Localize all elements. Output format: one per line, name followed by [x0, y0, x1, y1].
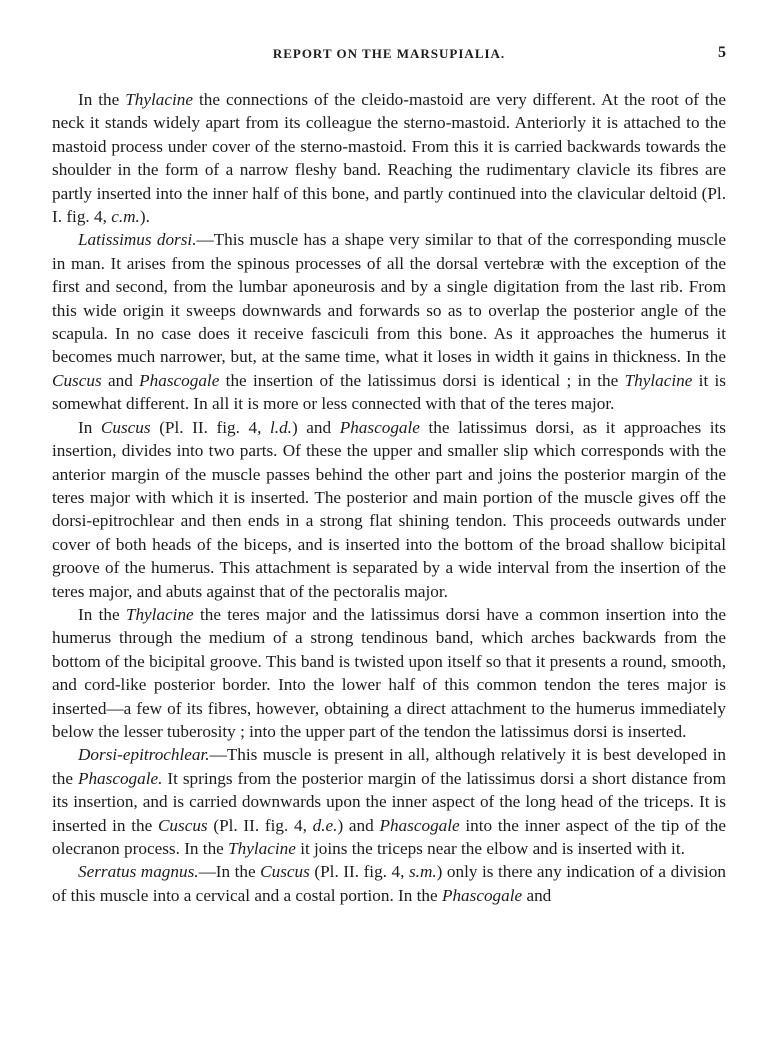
- italic-text: Dorsi-epitrochlear.: [78, 745, 210, 765]
- italic-text: Cuscus: [100, 417, 151, 437]
- italic-text: Cuscus: [157, 815, 208, 835]
- text-run: the insertion of the latissimus dorsi is identical ; in the: [219, 370, 625, 390]
- paragraph: [52, 603, 726, 743]
- body-text: [52, 88, 726, 907]
- text-run: —This muscle has a shape very similar to that of the corresponding muscle in man. It arises from the spinous processes of all the dorsal vertebræ with the exception of the first and second, from the lumbar aponeurosis and by a single digitation from the last rib. From this wide origin it sweeps downwards and forwards so as to overlap the posterior angle of the scapula. In no case does it receive fasciculi from this bone. As it approaches the humerus it becomes much narrower, but, at the same time, what it loses in width it gains in thickness. In the: [52, 230, 727, 367]
- italic-text: d.e.: [312, 815, 338, 835]
- italic-text: Latissimus dorsi.: [78, 230, 197, 250]
- page-header: [52, 44, 726, 68]
- italic-text: Cuscus: [260, 862, 310, 882]
- italic-text: Thylacine: [228, 839, 296, 858]
- document-page: [52, 44, 726, 907]
- text-run: into the inner aspect of the tip of the olecranon process. In the: [52, 815, 726, 858]
- italic-text: Thylacine: [125, 604, 194, 624]
- italic-text: Phascogale: [379, 815, 460, 835]
- running-head: REPORT ON THE MARSUPIALIA.: [272, 46, 506, 61]
- text-run: and: [522, 885, 552, 905]
- italic-text: Phascogale: [441, 885, 523, 905]
- italic-text: Thylacine: [624, 370, 693, 390]
- text-run: —This muscle is present in all, although relatively it is best developed in the: [52, 745, 726, 788]
- text-run: It springs from the posterior margin of the latissimus dorsi a short distance from its insertion, and is carried downwards upon the inner aspect of the long head of the triceps. It is inserted in the: [52, 768, 726, 835]
- italic-text: Phascogale: [339, 417, 420, 437]
- italic-text: s.m.: [408, 862, 437, 882]
- paragraph: [52, 88, 726, 228]
- text-run: In the: [78, 604, 126, 624]
- text-run: the teres major and the latissimus dorsi have a common insertion into the humerus through the medium of a strong tendinous band, which arches backwards from the bottom of the bicipital groove. This band is twisted upon itself so that it presents a round, smooth, and cord-like posterior border. Into the lower half of this common tendon the teres major is inserted—a few of its fibres, however, obtaining a direct attachment to the humerus immediately below the lesser tuberosity ; into the upper part of the tendon the latissimus dorsi is inserted.: [52, 604, 726, 741]
- text-run: In: [78, 417, 101, 437]
- italic-text: l.d.: [270, 417, 292, 437]
- paragraph: [52, 860, 726, 907]
- text-run: the connections of the cleido-mastoid are very different. At the root of the neck it stands widely apart from its colleague the sterno-mastoid. Anteriorly it is attached to the mastoid process under cover of the sterno-mastoid. From this it is carried backwards towards the shoulder in the form of a narrow fleshy band. Reaching the rudimentary clavicle its fibres are partly inserted into the inner half of this bone, and partly continued into the clavicular deltoid (Pl. I. fig. 4,: [52, 90, 726, 227]
- text-run: ) and: [291, 417, 340, 437]
- paragraph: [52, 743, 726, 860]
- italic-text: c.m.: [111, 207, 140, 227]
- italic-text: Thylacine: [125, 90, 194, 109]
- italic-text: Phascogale.: [77, 768, 163, 788]
- page-number: 5: [718, 44, 726, 61]
- text-run: (Pl. II. fig. 4,: [207, 815, 313, 835]
- text-run: —In the: [198, 862, 261, 882]
- text-run: the latissimus dorsi, as it approaches its insertion, divides into two parts. Of these the upper and smaller slip which corresponds with the anterior margin of the muscle passes behind the other part and joins the posterior margin of the teres major with which it is inserted. The posterior and main portion of the muscle gives off the dorsi-epitrochlear and then ends in a strong flat shining tendon. This proceeds outwards under cover of both heads of the biceps, and is inserted into the bottom of the broad shallow bicipital groove of the humerus. This attachment is separated by a wide interval from the insertion of the teres major, and abuts against that of the pectoralis major.: [52, 417, 726, 601]
- text-run: ) only is there any indication of a division of this muscle into a cervical and a costal portion. In the: [52, 862, 726, 905]
- text-run: ) and: [337, 815, 380, 835]
- text-run: and: [101, 370, 140, 390]
- paragraph: [52, 228, 726, 415]
- italic-text: Serratus magnus.: [78, 862, 199, 882]
- paragraph: [52, 416, 726, 603]
- text-run: (Pl. II. fig. 4,: [150, 417, 270, 437]
- italic-text: Cuscus: [52, 370, 102, 390]
- text-run: In the: [78, 90, 126, 109]
- text-run: it is somewhat different. In all it is more or less connected with that of the teres major.: [52, 370, 726, 414]
- text-run: ).: [139, 207, 150, 227]
- text-run: it joins the triceps near the elbow and is inserted with it.: [295, 839, 685, 858]
- text-run: (Pl. II. fig. 4,: [309, 862, 409, 882]
- italic-text: Phascogale: [139, 370, 220, 390]
